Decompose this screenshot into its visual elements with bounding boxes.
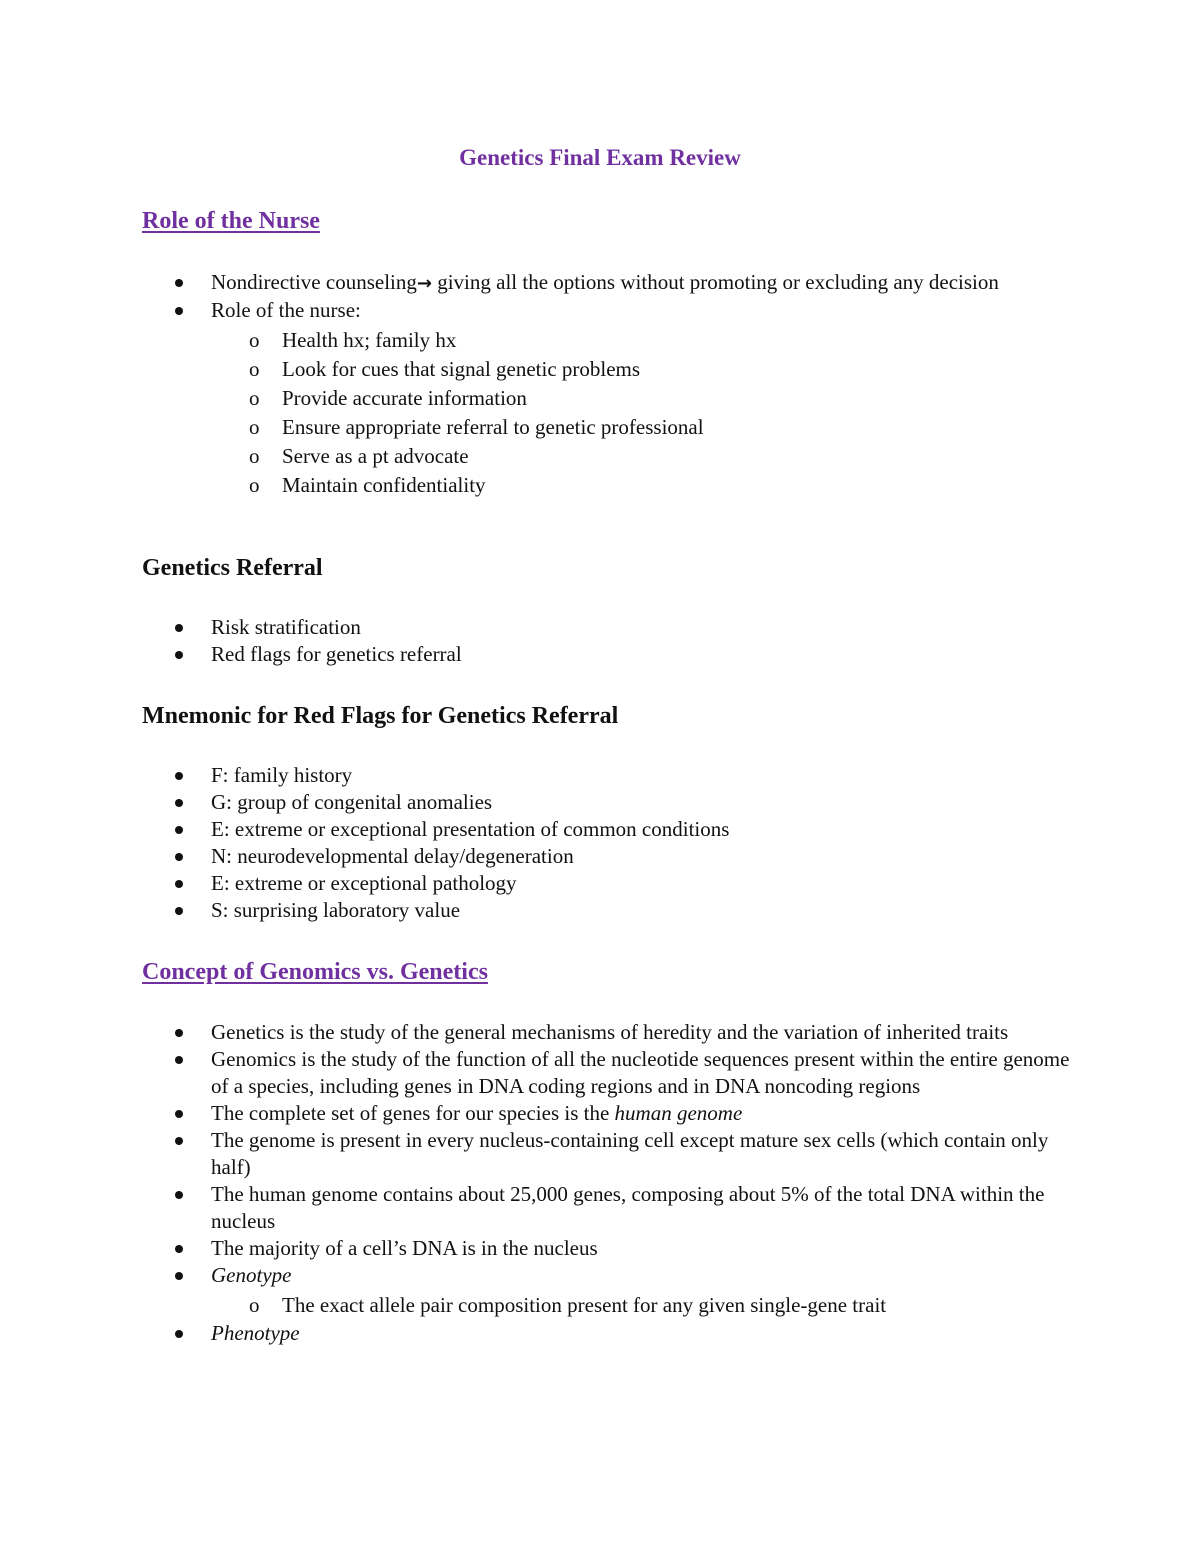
sub-list-item	[211, 413, 1071, 442]
list-item	[0, 641, 1071, 668]
bullet-icon	[175, 772, 183, 780]
arrow-right-icon: →	[416, 273, 432, 294]
bullet-icon	[175, 880, 183, 888]
list-item	[0, 816, 1071, 843]
list-item-text: Red flags for genetics referral	[211, 642, 462, 666]
bullet-icon	[175, 799, 183, 807]
list-item	[0, 897, 1071, 924]
list-item	[0, 789, 1071, 816]
circle-bullet-icon: o	[249, 328, 260, 352]
list-item-text: F: family history	[211, 763, 353, 787]
role-of-nurse-list	[0, 269, 1071, 500]
circle-bullet-icon: o	[249, 415, 260, 439]
bullet-icon	[175, 1056, 183, 1064]
sub-list-item-text: Maintain confidentiality	[282, 473, 486, 497]
list-item-text: Risk stratification	[211, 615, 361, 639]
list-item-text: Genomics is the study of the function of all the nucleotide sequences present within the entire genome of a species, including genes in DNA coding regions and in DNA noncoding regions	[211, 1047, 1070, 1098]
list-item	[0, 1019, 1071, 1046]
bullet-icon	[175, 307, 183, 315]
bullet-icon	[175, 624, 183, 632]
genetics-referral-list	[0, 614, 1071, 668]
bullet-icon	[175, 651, 183, 659]
list-item-text: Role of the nurse:	[211, 298, 361, 322]
section-heading-genomics-vs-genetics[interactable]: Concept of Genomics vs. Genetics	[142, 959, 488, 985]
list-item	[0, 297, 1071, 500]
bullet-icon	[175, 1191, 183, 1199]
list-item	[0, 1262, 1071, 1320]
bullet-icon	[175, 1245, 183, 1253]
list-item-text: N: neurodevelopmental delay/degeneration	[211, 844, 574, 868]
section-heading-mnemonic: Mnemonic for Red Flags for Genetics Referral	[142, 703, 619, 729]
section-heading-genetics-referral: Genetics Referral	[142, 555, 323, 581]
bullet-icon	[175, 826, 183, 834]
genotype-sublist	[211, 1291, 1071, 1320]
sub-list-item-text: Health hx; family hx	[282, 328, 457, 352]
mnemonic-list	[0, 762, 1071, 924]
list-item-text: Genetics is the study of the general mechanisms of heredity and the variation of inherited traits	[211, 1020, 1009, 1044]
list-item	[0, 614, 1071, 641]
role-of-nurse-sublist	[211, 326, 1071, 500]
bullet-icon	[175, 1272, 183, 1280]
sub-list-item	[211, 326, 1071, 355]
circle-bullet-icon: o	[249, 473, 260, 497]
list-item	[0, 1127, 1071, 1181]
sub-list-item-text: Look for cues that signal genetic problems	[282, 357, 641, 381]
list-item-text: The human genome contains about 25,000 genes, composing about 5% of the total DNA within the nucleus	[211, 1182, 1045, 1233]
list-item-text: S: surprising laboratory value	[211, 898, 461, 922]
list-item-text: The majority of a cell’s DNA is in the nucleus	[211, 1236, 598, 1260]
bullet-icon	[175, 853, 183, 861]
list-item-emphasis: Genotype	[211, 1263, 292, 1287]
list-item-text: The complete set of genes for our species is the	[211, 1101, 615, 1125]
page-title: Genetics Final Exam Review	[459, 145, 741, 170]
bullet-icon	[175, 907, 183, 915]
list-item	[0, 870, 1071, 897]
list-item-text: G: group of congenital anomalies	[211, 790, 493, 814]
list-item-emphasis: human genome	[614, 1101, 743, 1125]
circle-bullet-icon: o	[249, 1293, 260, 1317]
section-heading-role-of-nurse[interactable]: Role of the Nurse	[142, 208, 320, 234]
list-item	[0, 1100, 1071, 1127]
bullet-icon	[175, 279, 183, 287]
list-item-text: E: extreme or exceptional pathology	[211, 871, 517, 895]
sub-list-item	[211, 471, 1071, 500]
list-item-text: Nondirective counseling	[211, 270, 417, 294]
list-item	[0, 843, 1071, 870]
sub-list-item	[211, 384, 1071, 413]
list-item	[0, 1046, 1071, 1100]
genomics-list	[0, 1019, 1071, 1347]
sub-list-item	[211, 355, 1071, 384]
circle-bullet-icon: o	[249, 386, 260, 410]
list-item	[0, 269, 1071, 297]
list-item	[0, 762, 1071, 789]
list-item-text: giving all the options without promoting or excluding any decision	[431, 270, 999, 294]
sub-list-item-text: Serve as a pt advocate	[282, 444, 469, 468]
sub-list-item	[211, 1291, 1071, 1320]
sub-list-item-text: Ensure appropriate referral to genetic professional	[282, 415, 704, 439]
list-item-text: E: extreme or exceptional presentation of common conditions	[211, 817, 730, 841]
list-item	[0, 1235, 1071, 1262]
bullet-icon	[175, 1029, 183, 1037]
list-item	[0, 1320, 1071, 1347]
sub-list-item-text: Provide accurate information	[282, 386, 527, 410]
circle-bullet-icon: o	[249, 357, 260, 381]
bullet-icon	[175, 1110, 183, 1118]
sub-list-item-text: The exact allele pair composition present for any given single-gene trait	[282, 1293, 887, 1317]
bullet-icon	[175, 1137, 183, 1145]
circle-bullet-icon: o	[249, 444, 260, 468]
list-item	[0, 1181, 1071, 1235]
list-item-text: The genome is present in every nucleus-containing cell except mature sex cells (which contain only half)	[211, 1128, 1049, 1179]
list-item-emphasis: Phenotype	[211, 1321, 300, 1345]
bullet-icon	[175, 1330, 183, 1338]
sub-list-item	[211, 442, 1071, 471]
